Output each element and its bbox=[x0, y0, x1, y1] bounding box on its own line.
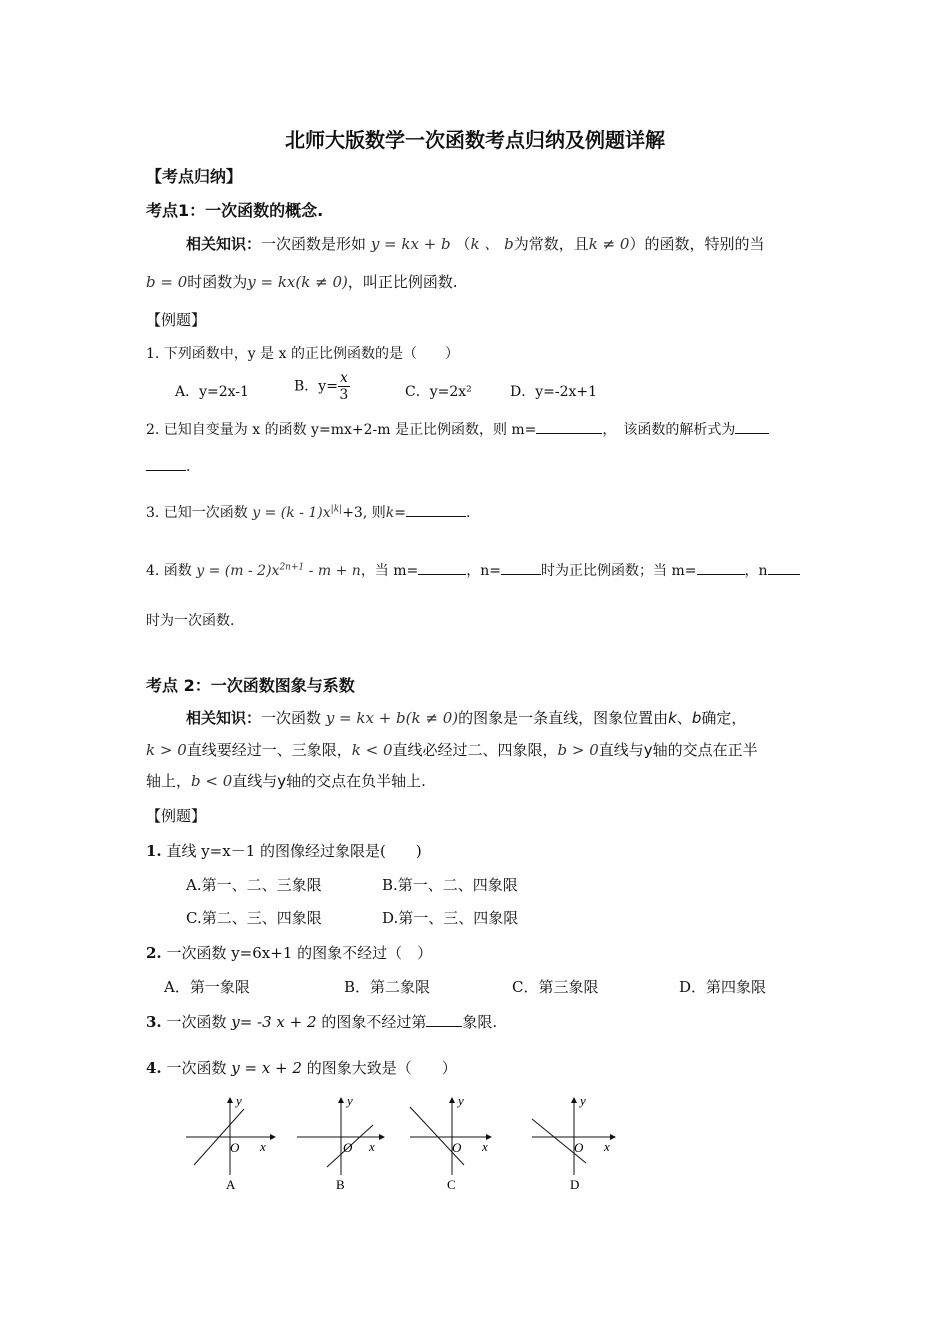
kp2-knowledge-line1 bbox=[186, 707, 746, 728]
x-axis-label: x bbox=[482, 1139, 488, 1154]
kp2-q2-option-c: C．第三象限 bbox=[512, 978, 599, 996]
question-formula: k bbox=[385, 505, 395, 521]
origin-label: O bbox=[230, 1140, 240, 1155]
y-axis-label: y bbox=[580, 1095, 586, 1108]
fraction-denominator: 3 bbox=[339, 387, 349, 403]
y-axis-label: y bbox=[236, 1095, 242, 1108]
answer-blank[interactable] bbox=[406, 502, 466, 517]
answer-blank[interactable] bbox=[501, 560, 541, 575]
answer-blank[interactable] bbox=[536, 419, 602, 434]
question-text: +3, 则 bbox=[342, 505, 386, 521]
question-text: 的图象大致是（ ） bbox=[306, 1059, 457, 1077]
kp1-knowledge-label: 相关知识： bbox=[186, 235, 262, 253]
kp2-question-1 bbox=[146, 840, 422, 861]
kp2-heading: 考点 2：一次函数图象与系数 bbox=[146, 676, 355, 695]
kp2-var: b bbox=[691, 709, 702, 727]
kp1-q1-option-a: A．y=2x-1 bbox=[175, 384, 249, 400]
kp2-q1-option-c: C.第二、三、四象限 bbox=[186, 909, 322, 927]
kp2-text: 一次函数 bbox=[261, 709, 322, 727]
kp2-q2-option-b: B．第二象限 bbox=[344, 978, 431, 996]
kp1-formula: k ≠ 0 bbox=[588, 235, 630, 253]
answer-blank[interactable] bbox=[426, 1012, 462, 1027]
origin-label: O bbox=[452, 1140, 462, 1155]
kp2-text: 直线必经过二、四象限， bbox=[392, 741, 558, 759]
question-text: 一次函数 bbox=[161, 1059, 227, 1077]
kp1-knowledge-line2 bbox=[146, 271, 458, 292]
question-text: 3. 已知一次函数 bbox=[146, 505, 248, 521]
graph-label-b: B bbox=[336, 1177, 345, 1192]
kp2-formula: y = kx + b(k ≠ 0) bbox=[325, 709, 459, 727]
question-text: 象限. bbox=[462, 1013, 498, 1031]
question-text: 一次函数 y=6x+1 的图象不经过（ ） bbox=[161, 944, 433, 962]
question-text: 的图象不经过第 bbox=[321, 1013, 427, 1031]
question-formula: y = (m - 2)x bbox=[196, 563, 280, 579]
kp1-text: 一次函数是形如 bbox=[261, 235, 367, 253]
y-axis-label: y bbox=[458, 1095, 464, 1108]
question-formula: - m + n bbox=[304, 563, 361, 579]
kp1-q1-option-d: D．y=-2x+1 bbox=[510, 384, 598, 400]
question-text: . bbox=[465, 505, 471, 521]
kp1-text: ，叫正比例函数. bbox=[347, 273, 458, 291]
kp2-text: 直线要经过一、三象限， bbox=[186, 741, 352, 759]
exponent: |k| bbox=[330, 504, 343, 515]
function-line bbox=[410, 1107, 464, 1165]
kp2-knowledge-label: 相关知识： bbox=[186, 709, 262, 727]
kp1-formula: k 、 b bbox=[470, 235, 514, 253]
kp2-text: 直线与y轴的交点在正半 bbox=[598, 741, 758, 759]
x-axis-label: x bbox=[369, 1139, 375, 1154]
answer-blank[interactable] bbox=[735, 419, 769, 434]
answer-blank[interactable] bbox=[768, 560, 800, 575]
question-text: 一次函数 bbox=[161, 1013, 227, 1031]
kp2-formula: b > 0 bbox=[557, 741, 599, 759]
question-text: ，n bbox=[744, 563, 768, 579]
y-axis-arrow bbox=[227, 1097, 233, 1103]
kp1-question-3 bbox=[146, 502, 470, 522]
kp2-q1-option-d: D.第一、三、四象限 bbox=[382, 909, 519, 927]
y-axis-arrow bbox=[571, 1097, 577, 1103]
kp2-q2-option-a: A．第一象限 bbox=[164, 978, 250, 996]
question-text: ，n= bbox=[466, 563, 502, 579]
kp2-question-3 bbox=[146, 1011, 497, 1032]
x-axis-label: x bbox=[604, 1139, 610, 1154]
fraction-numerator: x bbox=[339, 370, 348, 386]
kp1-question-4 bbox=[146, 560, 800, 580]
question-number: 4. bbox=[146, 1059, 162, 1077]
question-formula: y= -3 x + 2 bbox=[231, 1013, 317, 1031]
graph-a[interactable] bbox=[186, 1095, 276, 1192]
kp2-text: 、 bbox=[676, 709, 692, 727]
kp1-q1-option-c: C．y=2x² bbox=[405, 384, 472, 400]
exponent: 2n+1 bbox=[279, 562, 305, 573]
fraction bbox=[338, 370, 350, 403]
kp2-text: 轴上， bbox=[146, 772, 192, 790]
kp1-text: 时函数为 bbox=[187, 273, 248, 291]
kp2-knowledge-line2 bbox=[146, 739, 758, 760]
question-text: = bbox=[394, 505, 406, 521]
kp2-question-4 bbox=[146, 1057, 457, 1078]
graph-label-c: C bbox=[447, 1177, 456, 1192]
kp2-formula: k < 0 bbox=[351, 741, 393, 759]
kp2-q1-option-a: A.第一、二、三象限 bbox=[186, 876, 322, 894]
question-number: 1. bbox=[146, 842, 162, 860]
option-b-prefix: B．y= bbox=[294, 378, 338, 395]
y-axis-arrow bbox=[449, 1097, 455, 1103]
question-formula: y = x + 2 bbox=[231, 1059, 302, 1077]
graph-b[interactable] bbox=[297, 1095, 385, 1192]
question-formula: y = (k - 1)x bbox=[252, 505, 331, 521]
question-text: ，当 m= bbox=[360, 563, 419, 579]
kp2-examples-label: 【例题】 bbox=[146, 807, 207, 825]
question-text: . bbox=[186, 459, 191, 475]
x-axis-label: x bbox=[260, 1139, 266, 1154]
page-title: 北师大版数学一次函数考点归纳及例题详解 bbox=[285, 128, 665, 152]
kp1-examples-label: 【例题】 bbox=[146, 311, 207, 329]
kp1-question-4-cont: 时为一次函数. bbox=[146, 613, 235, 629]
graph-label-a: A bbox=[226, 1177, 236, 1192]
y-axis-label: y bbox=[347, 1095, 353, 1108]
kp2-q2-option-d: D．第四象限 bbox=[679, 978, 767, 996]
kp2-formula: b < 0 bbox=[191, 772, 233, 790]
answer-blank[interactable] bbox=[146, 456, 186, 471]
question-text: 4. 函数 bbox=[146, 563, 192, 579]
kp2-q1-option-b: B.第一、二、四象限 bbox=[382, 876, 518, 894]
kp2-var: k bbox=[668, 709, 677, 727]
graph-c[interactable] bbox=[410, 1095, 492, 1192]
question-text: 2. 已知自变量为 x 的函数 y=mx+2-m 是正比例函数，则 m= bbox=[146, 422, 537, 438]
kp2-text: 确定， bbox=[701, 709, 747, 727]
summary-heading: 【考点归纳】 bbox=[146, 167, 243, 186]
graph-d[interactable] bbox=[532, 1095, 616, 1192]
kp2-knowledge-line3 bbox=[146, 770, 426, 791]
kp1-question-2 bbox=[146, 419, 769, 439]
kp2-text: 直线与y轴的交点在负半轴上. bbox=[232, 772, 426, 790]
kp1-question-2-cont bbox=[146, 456, 190, 475]
question-number: 3. bbox=[146, 1013, 162, 1031]
kp2-question-2 bbox=[146, 942, 432, 963]
question-number: 2. bbox=[146, 944, 162, 962]
kp1-text: 为常数，且 bbox=[513, 235, 589, 253]
graph-options bbox=[180, 1095, 620, 1195]
y-axis-arrow bbox=[338, 1097, 344, 1103]
x-axis-arrow bbox=[270, 1134, 276, 1140]
origin-label: O bbox=[343, 1140, 353, 1155]
graph-label-d: D bbox=[570, 1177, 580, 1192]
kp1-question-1: 1. 下列函数中，y 是 x 的正比例函数的是（ ） bbox=[146, 346, 459, 362]
kp1-knowledge-line1 bbox=[186, 233, 764, 254]
origin-label: O bbox=[574, 1140, 584, 1155]
kp1-formula: y = kx + b bbox=[370, 235, 451, 253]
kp1-text: ）的函数，特别的当 bbox=[629, 235, 765, 253]
kp1-q1-option-b bbox=[294, 370, 350, 403]
kp1-formula: b = 0 bbox=[146, 273, 188, 291]
question-text: 时为正比例函数；当 m= bbox=[541, 563, 697, 579]
question-text: 直线 y=x－1 的图像经过象限是( ) bbox=[161, 842, 422, 860]
answer-blank[interactable] bbox=[418, 560, 466, 575]
answer-blank[interactable] bbox=[697, 560, 745, 575]
kp2-text: 的图象是一条直线，图象位置由 bbox=[458, 709, 669, 727]
kp2-formula: k > 0 bbox=[146, 741, 187, 759]
kp1-heading: 考点1：一次函数的概念. bbox=[146, 201, 324, 220]
x-axis-arrow bbox=[610, 1134, 616, 1140]
kp1-text: （ bbox=[455, 235, 471, 253]
question-text: ， 该函数的解析式为 bbox=[602, 422, 736, 438]
x-axis-arrow bbox=[379, 1134, 385, 1140]
kp1-formula: y = kx(k ≠ 0) bbox=[247, 273, 348, 291]
